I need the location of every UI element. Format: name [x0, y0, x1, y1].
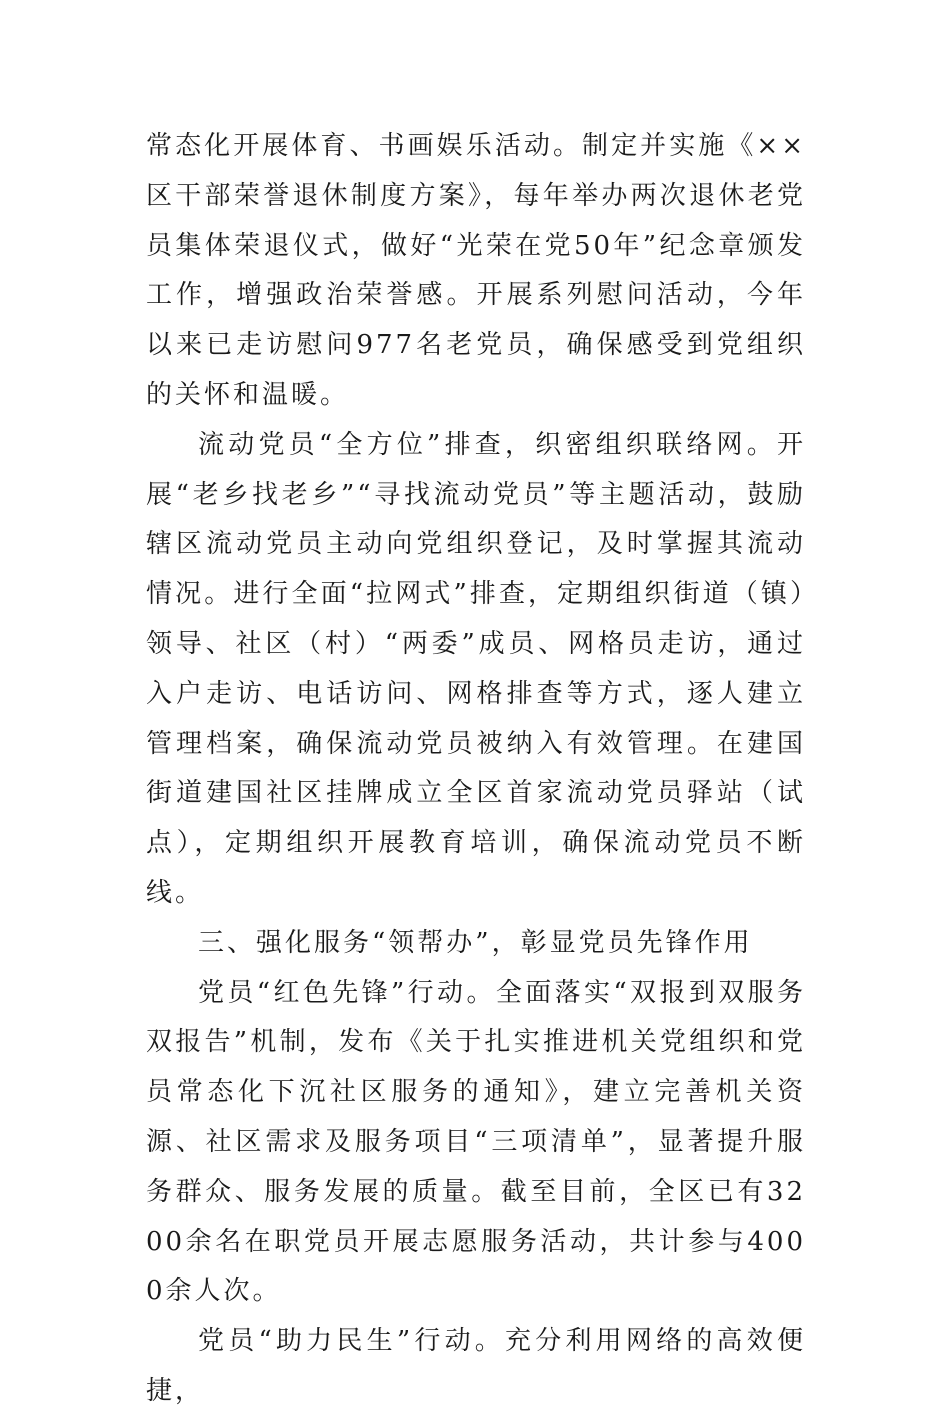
paragraph-retired-members: 常态化开展体育、书画娱乐活动。制定并实施《××区干部荣誉退休制度方案》，每年举办两次退休老党员集体荣退仪式，做好“光荣在党50年”纪念章颁发工作，增强政治荣誉感。开展系列慰问活动，今年以来已走访慰问977名老党员，确保感受到党组织的关怀和温暖。	[146, 131, 806, 410]
paragraph-livelihood: 党员“助力民生”行动。充分利用网络的高效便捷，	[146, 1326, 806, 1406]
paragraph-mobile-members: 流动党员“全方位”排查，织密组织联络网。开展“老乡找老乡”“寻找流动党员”等主题活动，鼓励辖区流动党员主动向党组织登记，及时掌握其流动情况。进行全面“拉网式”排查，定期组织街道（镇）领导、社区（村）“两委”成员、网格员走访，通过入户走访、电话访问、网格排查等方式，逐人建立管理档案，确保流动党员被纳入有效管理。在建国街道建国社区挂牌成立全区首家流动党员驿站（试点），定期组织开展教育培训，确保流动党员不断线。	[146, 429, 806, 908]
paragraph-red-vanguard: 党员“红色先锋”行动。全面落实“双报到双服务双报告”机制，发布《关于扎实推进机关党组织和党员常态化下沉社区服务的通知》，建立完善机关资源、社区需求及服务项目“三项清单”，显著提升服务群众、服务发展的质量。截至目前，全区已有3200余名在职党员开展志愿服务活动，共计参与4000余人次。	[146, 977, 806, 1307]
document-body	[146, 122, 806, 1417]
section-heading-service: 三、强化服务“领帮办”，彰显党员先锋作用	[198, 927, 753, 958]
